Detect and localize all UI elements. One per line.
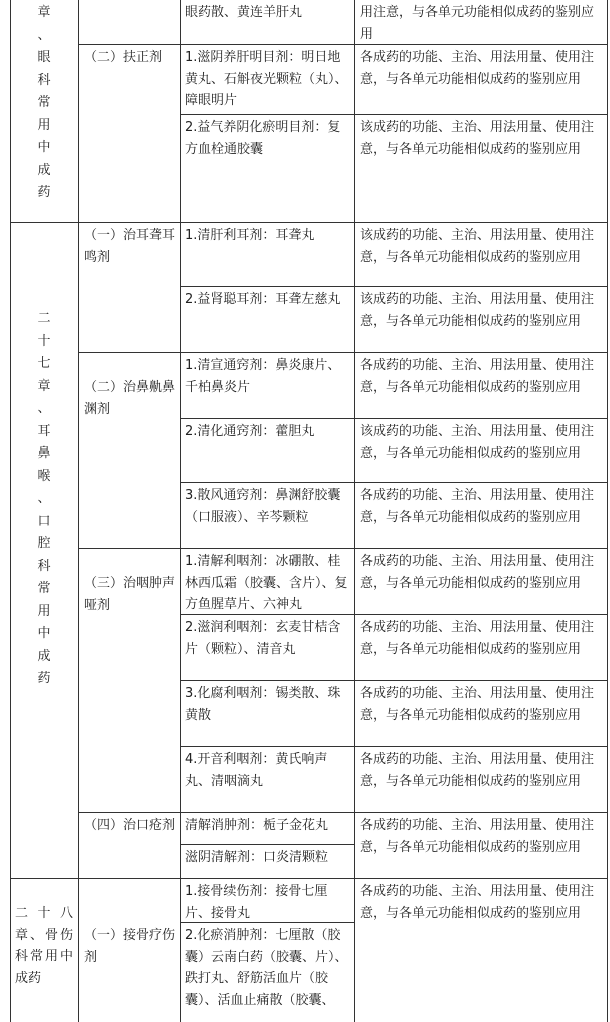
chapter-char: 中 [37,626,51,641]
grid-line [180,418,608,419]
chapter-char: 章 [37,5,51,20]
grid-line [180,114,608,115]
requirement-cell: 各成药的功能、主治、用法用量、使用注意，与各单元功能相似成药的鉴别应用 [360,818,595,855]
grid-line [607,0,608,1022]
grid-line [180,680,608,681]
grid-line [180,286,608,287]
drug-cell: 眼药散、黄连羊肝丸 [185,5,303,20]
chapter-char: 常 [37,581,51,596]
requirement-cell: 各成药的功能、主治、用法用量、使用注意，与各单元功能相似成药的鉴别应用 [360,488,595,525]
chapter-char: 、 [37,27,51,43]
chapter-char: 耳 [37,423,51,439]
chapter-char: 成 [37,162,51,178]
drug-cell: 2.清化通窍剂：藿胆丸 [185,424,315,439]
chapter-char: 用 [37,603,51,619]
requirement-cell: 该成药的功能、主治、用法用量、使用注意，与各单元功能相似成药的鉴别应用 [360,424,595,461]
grid-line [180,482,608,483]
chapter-char: 章 [37,378,51,394]
drug-cell: 1.清宣通窍剂：鼻炎康片、千柏鼻炎片 [185,358,341,395]
drug-cell: 清解消肿剂：栀子金花丸 [185,818,329,833]
chapter-char: 、 [37,401,51,416]
chapter-char: 、 [37,491,51,506]
requirement-cell: 各成药的功能、主治、用法用量、使用注意，与各单元功能相似成药的鉴别应用 [360,686,595,723]
grid-line [78,812,608,813]
drug-cell: 2.益气养阴化瘀明目剂：复方血栓通胶囊 [185,120,341,157]
section-title: （一）接骨疗伤剂 [84,928,176,965]
chapter-char: 药 [37,185,51,200]
drug-cell: 1.清肝利耳剂：耳聋丸 [185,228,315,243]
chapter-char: 科 [37,72,51,88]
requirement-cell: 各成药的功能、主治、用法用量、使用注意，与各单元功能相似成药的鉴别应用 [360,358,595,395]
chapter-char: 十 [37,333,51,349]
chapter-char: 腔 [37,536,51,551]
chapter-28-label: 二十八章、骨伤科常用中成药 [15,906,73,986]
section-title: （二）治鼻鼽鼻渊剂 [84,380,176,417]
chapter-27-label [12,308,76,691]
grid-line [354,0,355,1022]
grid-line [78,352,608,353]
drug-cell: 2.滋润利咽剂：玄麦甘桔含片（颗粒）、清音丸 [185,620,341,657]
chapter-char: 七 [37,356,51,371]
drug-cell: 2.化瘀消肿剂：七厘散（胶囊）云南白药（胶囊、片）、跌打丸、舒筋活血片（胶囊）、活血止痛散（胶囊、 [185,928,348,1008]
requirement-cell: 各成药的功能、主治、用法用量、使用注意，与各单元功能相似成药的鉴别应用 [360,620,595,657]
section-title: （四）治口疮剂 [84,818,176,833]
grid-line [10,0,11,1022]
drug-cell: 滋阴清解剂：口炎清颗粒 [185,850,329,865]
chapter-char: 喉 [37,468,51,484]
drug-cell: 4.开音利咽剂：黄氏响声丸、清咽滴丸 [185,752,328,789]
drug-cell: 3.散风通窍剂：鼻渊舒胶囊（口服液）、辛芩颗粒 [185,488,341,525]
grid-line [10,222,608,223]
grid-line [180,0,181,1022]
requirement-cell: 该成药的功能、主治、用法用量、使用注意，与各单元功能相似成药的鉴别应用 [360,292,595,329]
drug-cell: 1.清解利咽剂：冰硼散、桂林西瓜霜（胶囊、含片）、复方鱼腥草片、六神丸 [185,554,348,612]
requirement-cell: 各成药的功能、主治、用法用量、使用注意，与各单元功能相似成药的鉴别应用 [360,752,595,789]
drug-cell: 2.益肾聪耳剂：耳聋左慈丸 [185,292,341,307]
chapter-char: 科 [37,558,51,574]
grid-line [180,844,354,845]
chapter-char: 常 [37,95,51,110]
section-title: （三）治咽肿声哑剂 [84,576,176,613]
requirement-cell: 该成药的功能、主治、用法用量、使用注意，与各单元功能相似成药的鉴别应用 [360,228,595,265]
chapter-char: 二 [37,311,51,326]
requirement-cell: 各成药的功能、主治、用法用量、使用注意，与各单元功能相似成药的鉴别应用 [360,884,595,921]
grid-line [78,0,79,1022]
section-title: （一）治耳聋耳鸣剂 [84,228,176,265]
chapter-char: 口 [37,513,51,529]
chapter-char: 用 [37,117,51,133]
chapter-char: 药 [37,671,51,686]
requirement-cell: 该成药的功能、主治、用法用量、使用注意，与各单元功能相似成药的鉴别应用 [360,120,595,157]
chapter-char: 中 [37,140,51,155]
chapter-char: 成 [37,648,51,664]
grid-line [78,548,608,549]
grid-line [10,878,608,879]
chapter-char: 鼻 [37,446,51,461]
requirement-cell: 各成药的功能、主治、用法用量、使用注 意，与各单元功能相似成药的鉴别应用 [360,50,595,87]
requirement-cell: 各成药的功能、主治、用法用量、使用注意，与各单元功能相似成药的鉴别应用 [360,554,595,591]
drug-cell: 1.滋阴养肝明目剂：明日地黄丸、石斛夜光颗粒（丸）、障眼明片 [185,50,348,108]
drug-cell: 3.化腐利咽剂：锡类散、珠黄散 [185,686,341,723]
requirement-cell: 用注意，与各单元功能相似成药的鉴别应用 [360,5,595,42]
chapter-char: 眼 [37,50,51,65]
grid-line [180,746,608,747]
chapter-26-label [12,2,76,205]
drug-cell: 1.接骨续伤剂：接骨七厘片、接骨丸 [185,884,328,921]
section-title: （二）扶正剂 [84,50,163,65]
